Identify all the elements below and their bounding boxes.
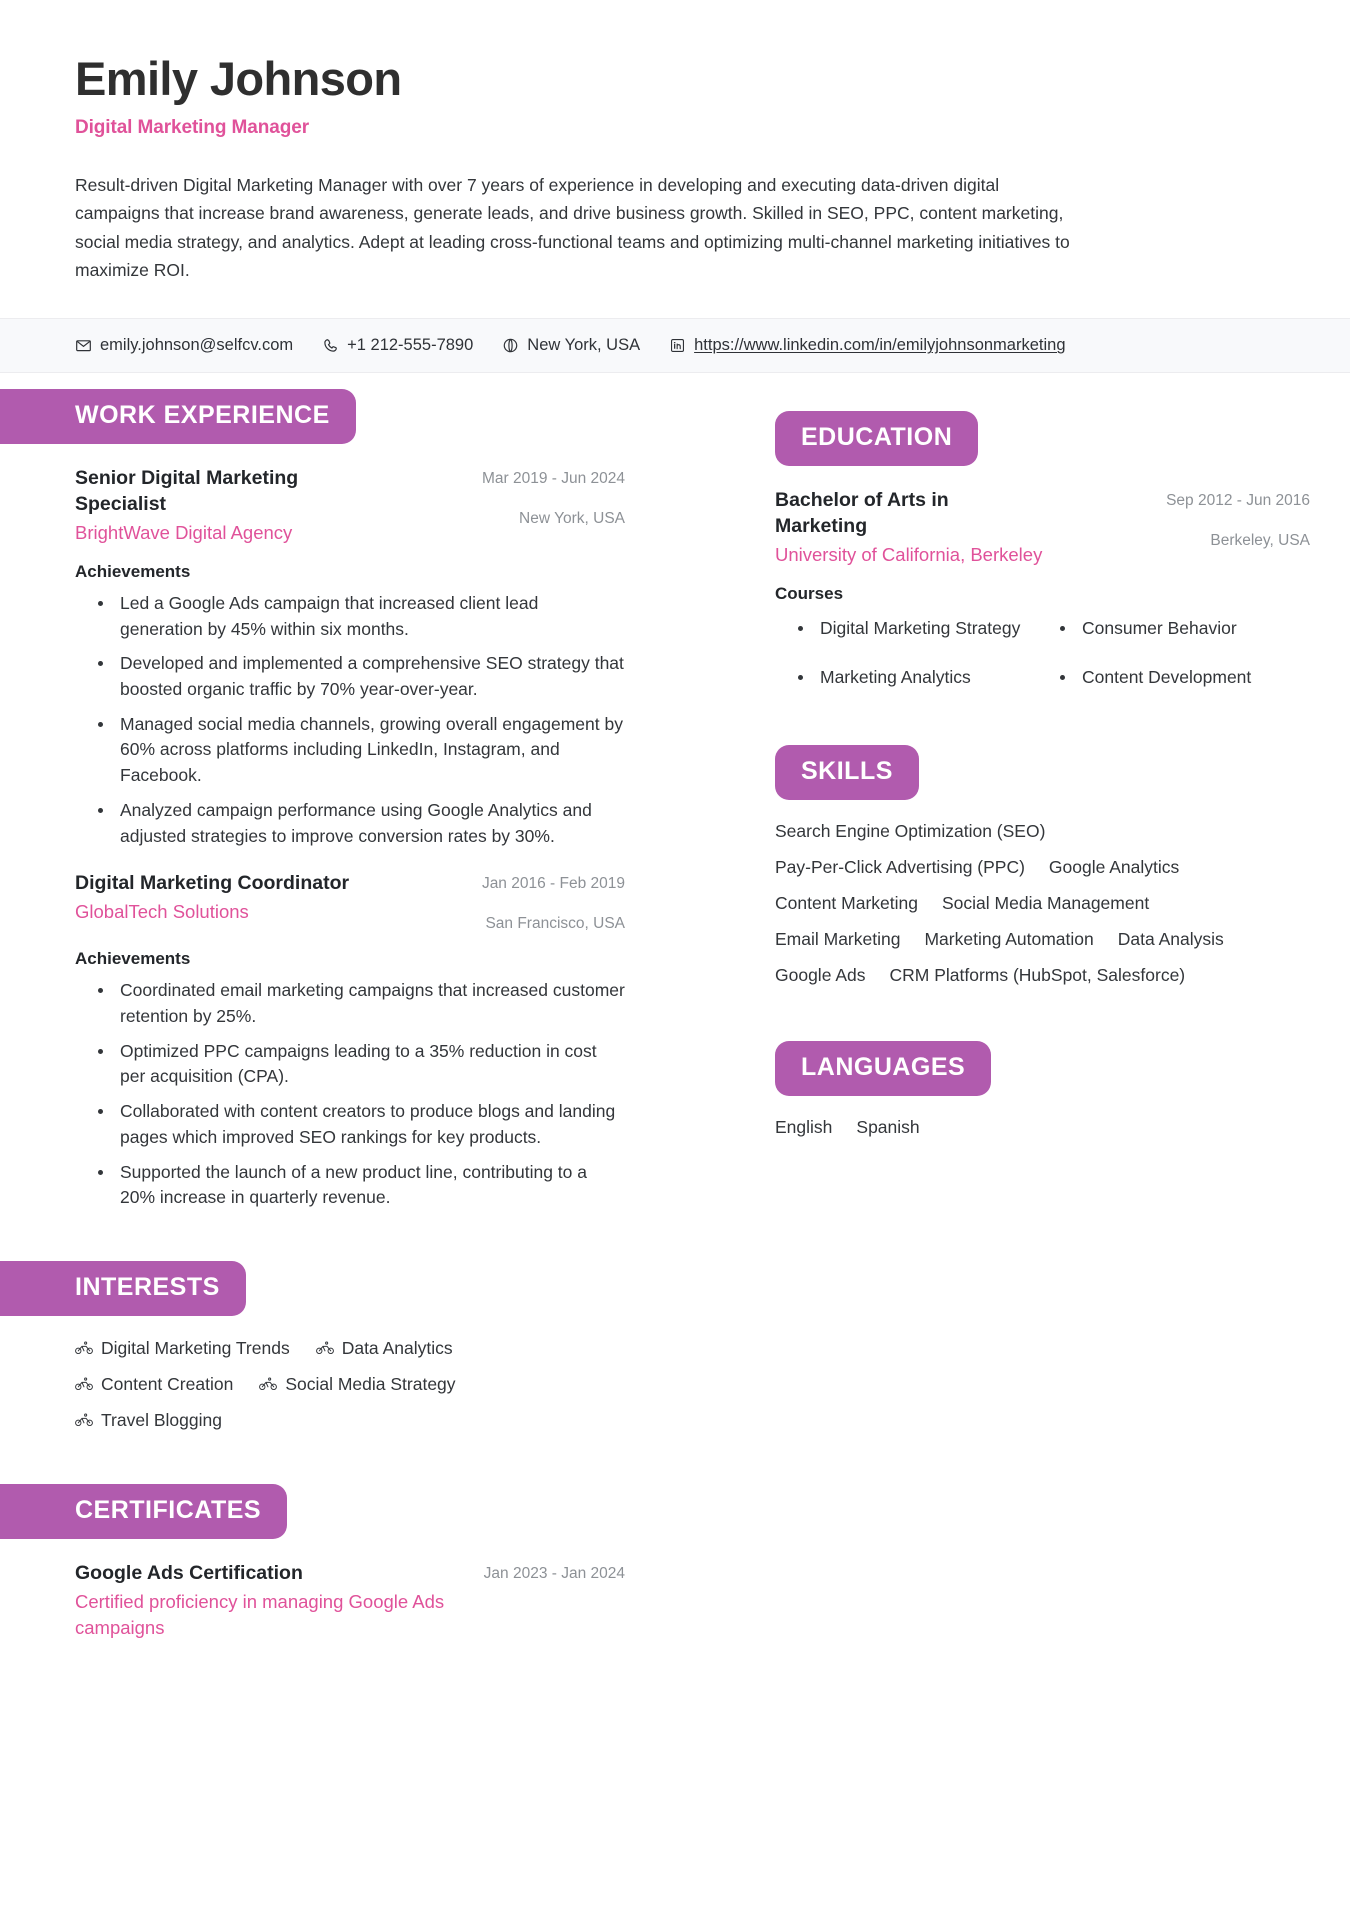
- bicycle-icon: [75, 1341, 93, 1355]
- bullet-item: Optimized PPC campaigns leading to a 35% reduction in cost per acquisition (CPA).: [98, 1039, 625, 1090]
- work-entry-dates: Mar 2019 - Jun 2024: [481, 470, 625, 488]
- resume-body: [0, 373, 1350, 1641]
- bullet-item: Supported the launch of a new product line, contributing to a 20% increase in quarterly revenue.: [98, 1160, 625, 1211]
- work-entry-dates: Jan 2016 - Feb 2019: [481, 875, 625, 893]
- certificate-dates: Jan 2023 - Jan 2024: [483, 1565, 625, 1582]
- course-item: Digital Marketing Strategy: [798, 616, 1048, 641]
- bullet-item: Coordinated email marketing campaigns that increased customer retention by 25%.: [98, 978, 625, 1029]
- bicycle-icon: [75, 1377, 93, 1391]
- right-column: [700, 389, 1350, 1141]
- work-entry-subhead: Achievements: [75, 949, 191, 969]
- bicycle-icon: [259, 1377, 277, 1391]
- contact-phone[interactable]: [322, 336, 473, 355]
- skill-item: Google Analytics: [1048, 856, 1180, 877]
- bullet-item: Collaborated with content creators to produce blogs and landing pages which improved SEO rankings for key products.: [98, 1099, 625, 1150]
- skill-item: Data Analysis: [1117, 928, 1224, 949]
- candidate-job-title: Digital Marketing Manager: [75, 117, 309, 139]
- languages-list: [775, 1114, 1235, 1141]
- work-entry-subhead: Achievements: [75, 561, 191, 581]
- contact-location: [502, 336, 640, 355]
- work-entry: [75, 466, 625, 849]
- skills-body: [700, 818, 1350, 990]
- work-entry-location: San Francisco, USA: [485, 915, 625, 933]
- education-entry-organization: University of California, Berkeley: [775, 543, 1043, 565]
- skills-list: [775, 818, 1235, 990]
- contact-linkedin-text[interactable]: https://www.linkedin.com/in/emilyjohnsonmarketing: [694, 336, 1066, 355]
- bullet-item: Developed and implemented a comprehensive SEO strategy that boosted organic traffic by 70% year-over-year.: [98, 651, 625, 702]
- bicycle-icon: [75, 1413, 93, 1427]
- language-item: Spanish: [856, 1117, 920, 1138]
- contact-email-text: emily.johnson@selfcv.com: [100, 336, 294, 355]
- interest-label: Travel Blogging: [101, 1410, 222, 1430]
- bullet-item: Led a Google Ads campaign that increased client lead generation by 45% within six months.: [98, 591, 625, 642]
- course-item: Content Development: [1060, 665, 1310, 690]
- interest-label: Digital Marketing Trends: [101, 1338, 290, 1358]
- interest-item: [75, 1370, 233, 1398]
- section-title-education: EDUCATION: [775, 411, 978, 466]
- interest-label: Data Analytics: [341, 1338, 453, 1358]
- education-body: [700, 488, 1350, 690]
- work-entry-bullets: [75, 591, 625, 849]
- contact-phone-text: +1 212-555-7890: [347, 336, 474, 355]
- skill-item: Search Engine Optimization (SEO): [775, 820, 1046, 841]
- bicycle-icon: [316, 1341, 334, 1355]
- interests-list: [75, 1334, 575, 1434]
- interest-label: Social Media Strategy: [285, 1374, 456, 1394]
- certificate-entry: [75, 1561, 625, 1641]
- skill-item: Social Media Management: [942, 892, 1150, 913]
- contact-linkedin[interactable]: [669, 336, 1065, 355]
- candidate-name: Emily Johnson: [75, 52, 402, 105]
- interest-item: [316, 1334, 453, 1362]
- education-entry: [775, 488, 1310, 690]
- section-title-work-experience: WORK EXPERIENCE: [0, 389, 356, 444]
- skill-item: Content Marketing: [775, 892, 918, 913]
- education-entry-dates: Sep 2012 - Jun 2016: [1166, 492, 1310, 510]
- languages-body: [700, 1114, 1350, 1141]
- bullet-item: Analyzed campaign performance using Google Analytics and adjusted strategies to improve conversion rates by 30%.: [98, 798, 625, 849]
- work-entry-title: Digital Marketing Coordinator: [75, 872, 350, 895]
- interests-body: [0, 1334, 700, 1434]
- professional-summary: Result-driven Digital Marketing Manager with over 7 years of experience in developing and executing data-driven digital campaigns that increase brand awareness, generate leads, and drive business growth. Skilled in SEO, PPC, content marketing, social media strategy, and analytics. Adept at leading cross-functional teams and optimizing multi-channel marketing initiatives to maximize ROI.: [75, 175, 1070, 281]
- courses-list: [775, 616, 1310, 691]
- certificates-body: [0, 1561, 700, 1641]
- work-entry-location: New York, USA: [519, 510, 625, 528]
- section-interests: [0, 1261, 700, 1434]
- section-languages: [700, 1041, 1350, 1141]
- phone-icon: [322, 337, 339, 354]
- work-entry-title: Senior Digital Marketing Specialist: [75, 467, 299, 516]
- section-title-interests: INTERESTS: [0, 1261, 246, 1316]
- linkedin-icon: [669, 337, 686, 354]
- map-pin-icon: [502, 337, 519, 354]
- section-title-languages: LANGUAGES: [775, 1041, 991, 1096]
- section-certificates: [0, 1484, 700, 1641]
- skill-item: Google Ads: [775, 965, 866, 986]
- education-entry-location: Berkeley, USA: [1210, 532, 1310, 550]
- contact-location-text: New York, USA: [527, 336, 641, 355]
- bullet-item: Managed social media channels, growing overall engagement by 60% across platforms including LinkedIn, Instagram, and Facebook.: [98, 712, 625, 789]
- skill-item: Marketing Automation: [924, 928, 1094, 949]
- interest-item: [259, 1370, 455, 1398]
- education-entry-title: Bachelor of Arts in Marketing: [775, 489, 949, 538]
- work-entry-organization: GlobalTech Solutions: [75, 900, 249, 922]
- education-entry-subhead: Courses: [775, 583, 844, 603]
- certificate-description: Certified proficiency in managing Google Ads campaigns: [75, 1590, 445, 1638]
- section-title-skills: SKILLS: [775, 745, 919, 800]
- work-entry: [75, 871, 625, 1211]
- interest-label: Content Creation: [101, 1374, 234, 1394]
- work-experience-body: [0, 466, 700, 1211]
- section-title-certificates: CERTIFICATES: [0, 1484, 287, 1539]
- skill-item: CRM Platforms (HubSpot, Salesforce): [889, 965, 1186, 986]
- work-entry-bullets: [75, 978, 625, 1211]
- interest-item: [75, 1334, 290, 1362]
- course-item: Marketing Analytics: [798, 665, 1048, 690]
- left-column: [0, 389, 700, 1641]
- interest-item: [75, 1406, 222, 1434]
- skill-item: Pay-Per-Click Advertising (PPC): [775, 856, 1025, 877]
- course-item: Consumer Behavior: [1060, 616, 1310, 641]
- section-skills: [700, 745, 1350, 990]
- section-work-experience: [0, 389, 700, 1211]
- skill-item: Email Marketing: [775, 928, 901, 949]
- resume-header: [0, 0, 1350, 318]
- envelope-icon: [75, 337, 92, 354]
- contact-email[interactable]: [75, 336, 293, 355]
- certificate-title: Google Ads Certification: [75, 1562, 303, 1584]
- work-entry-organization: BrightWave Digital Agency: [75, 521, 293, 543]
- section-education: [700, 411, 1350, 690]
- language-item: English: [775, 1117, 833, 1138]
- contact-bar: [0, 318, 1350, 373]
